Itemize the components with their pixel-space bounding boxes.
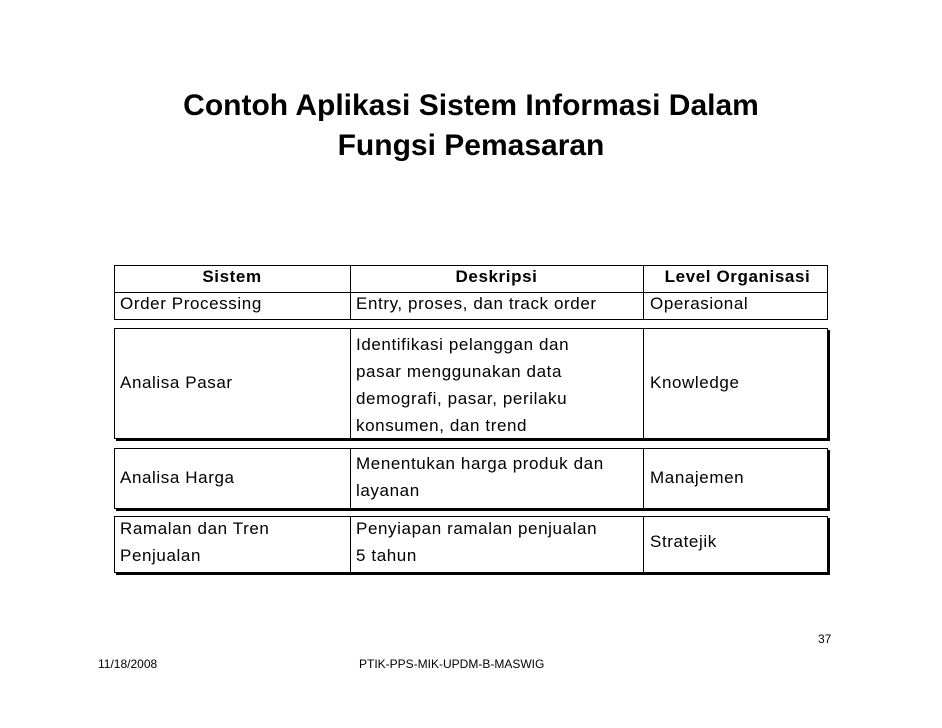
- divider: [643, 328, 644, 439]
- divider: [643, 516, 644, 573]
- row3-sistem: Analisa Harga: [120, 468, 235, 487]
- slide-title: [0, 86, 942, 166]
- header-sistem: Sistem: [202, 267, 262, 286]
- divider: [643, 448, 644, 509]
- row4-deskripsi: [356, 515, 597, 569]
- row1-level: Operasional: [650, 294, 749, 313]
- row3-level: Manajemen: [650, 468, 745, 487]
- divider: [643, 265, 644, 320]
- desc-line: pasar menggunakan data: [356, 362, 563, 381]
- desc-line: Menentukan harga produk dan: [356, 454, 604, 473]
- desc-line: layanan: [356, 481, 420, 500]
- title-line-1: Contoh Aplikasi Sistem Informasi Dalam: [183, 89, 759, 122]
- desc-line: konsumen, dan trend: [356, 416, 528, 435]
- row2-sistem: Analisa Pasar: [120, 373, 233, 392]
- desc-line: Identifikasi pelanggan dan: [356, 335, 570, 354]
- header-level: Level Organisasi: [664, 267, 811, 286]
- desc-line: demografi, pasar, perilaku: [356, 389, 568, 408]
- row2-level: Knowledge: [650, 373, 740, 392]
- divider: [114, 292, 827, 293]
- row1-sistem: Order Processing: [120, 294, 262, 313]
- desc-line: Penyiapan ramalan penjualan: [356, 519, 598, 538]
- sistem-line: Ramalan dan Tren: [120, 519, 270, 538]
- row1-deskripsi: Entry, proses, dan track order: [356, 294, 597, 313]
- row4-level: Stratejik: [650, 532, 717, 551]
- divider: [350, 516, 351, 573]
- header-deskripsi: Deskripsi: [455, 267, 538, 286]
- title-line-2: Fungsi Pemasaran: [337, 129, 605, 162]
- row3-deskripsi: [356, 450, 604, 504]
- divider: [350, 448, 351, 509]
- row4-sistem: [120, 515, 269, 569]
- row2-deskripsi: [356, 331, 569, 439]
- sistem-line: Penjualan: [120, 546, 202, 565]
- footer-date: 11/18/2008: [98, 657, 158, 671]
- footer-text: PTIK-PPS-MIK-UPDM-B-MASWIG: [359, 657, 545, 671]
- desc-line: 5 tahun: [356, 546, 417, 565]
- divider: [350, 328, 351, 439]
- page-number: 37: [818, 632, 832, 646]
